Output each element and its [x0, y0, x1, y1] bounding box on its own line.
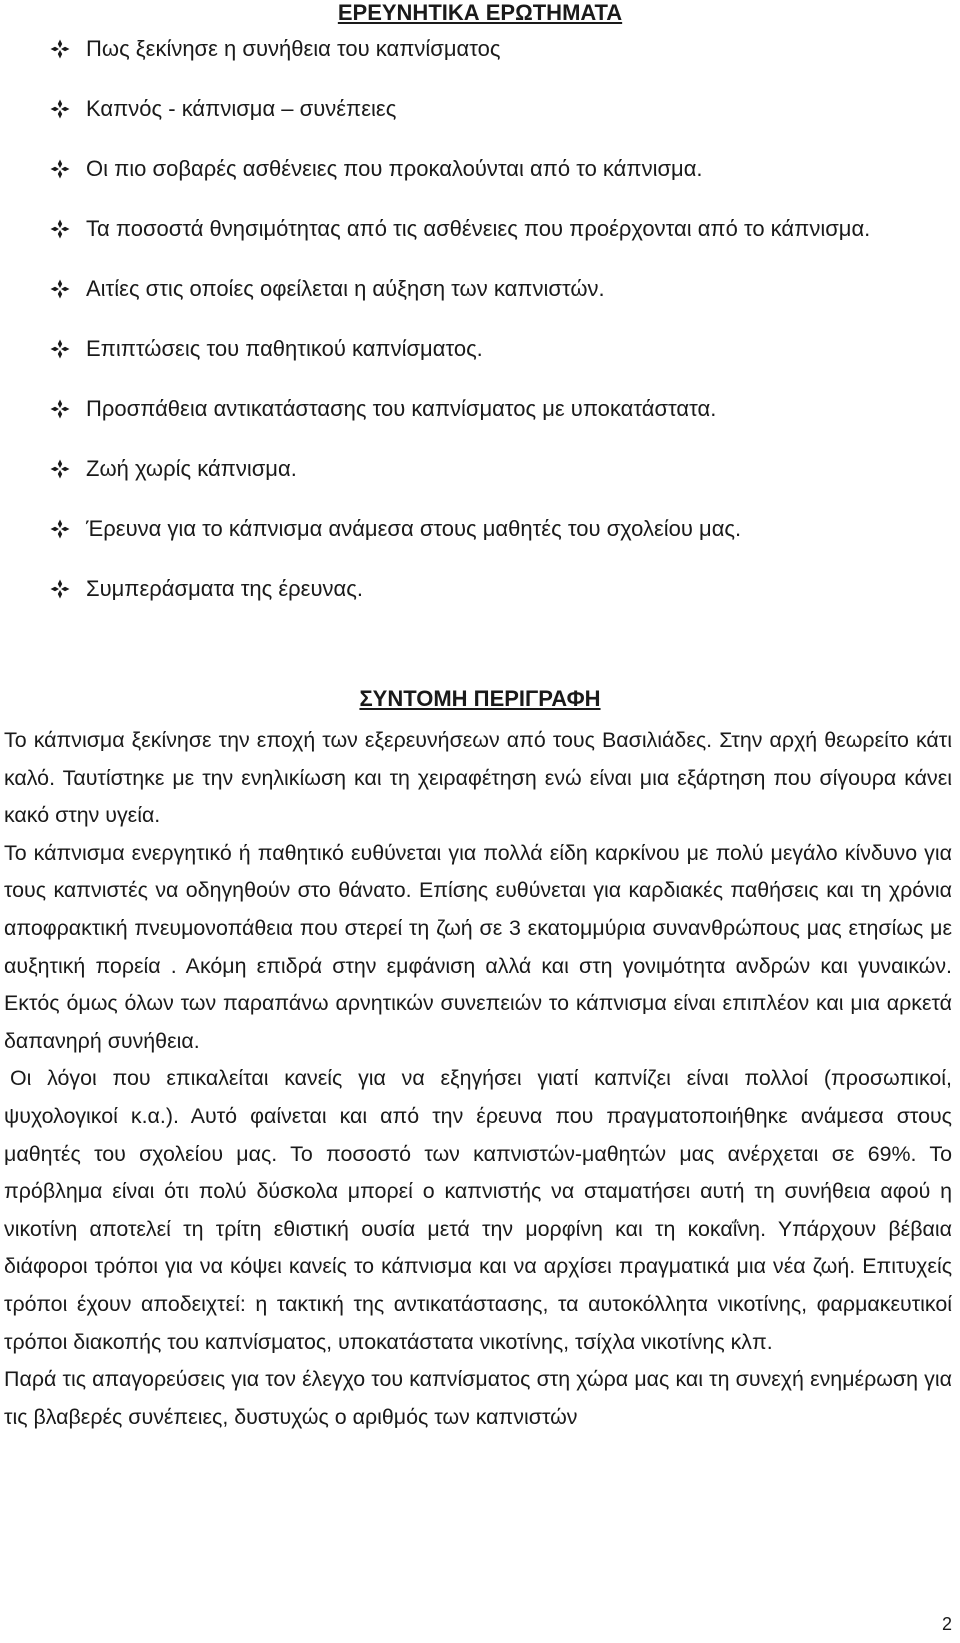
page-number: 2: [941, 1614, 952, 1634]
list-item-text: Ζωή χωρίς κάπνισμα.: [86, 456, 297, 481]
four-petal-diamond-icon: [50, 159, 70, 179]
list-item: [0, 272, 960, 306]
four-petal-diamond-icon: [50, 459, 70, 479]
list-item-text: Συμπεράσματα της έρευνας.: [86, 576, 363, 601]
list-item-text: Αιτίες στις οποίες οφείλεται η αύξηση των καπνιστών.: [86, 276, 605, 301]
short-description-heading: ΣΥΝΤΟΜΗ ΠΕΡΙΓΡΑΦΗ: [359, 686, 601, 711]
paragraph: Οι λόγοι που επικαλείται κανείς για να εξηγήσει γιατί καπνίζει είναι πολλοί (προσωπικοί, ψυχολογικοί κ.α.). Αυτό φαίνεται και από την έρευνα που πραγματοποιήθηκε ανάμεσα στους μαθητές του σχολείου μας. Το ποσοστό των καπνιστών-μαθητών μας ανέρχεται σε 69%. Το πρόβλημα είναι ότι πολύ δύσκολα μπορεί ο καπνιστής να σταματήσει αυτή τη συνήθεια αφού η νικοτίνη αποτελεί τη τρίτη εθιστική ουσία μετά την μορφίνη και τη κοκαΐνη. Υπάρχουν βέβαια διάφοροι τρόποι για να κόψει κανείς το κάπνισμα και να αρχίσει πραγματικά μια νέα ζωή. Επιτυχείς τρόποι έχουν αποδειχτεί: η τακτική της αντικατάστασης, τα αυτοκόλλητα νικοτίνης, φαρμακευτικοί τρόποι διακοπής του καπνίσματος, υποκατάστατα νικοτίνης, τσίχλα νικοτίνης κλπ.: [4, 1066, 952, 1354]
four-petal-diamond-icon: [50, 99, 70, 119]
list-item: [0, 572, 960, 606]
paragraph: Το κάπνισμα ενεργητικό ή παθητικό ευθύνεται για πολλά είδη καρκίνου με πολύ μεγάλο κίνδυνο για τους καπνιστές να οδηγηθούν στο θάνατο. Επίσης ευθύνεται για καρδιακές παθήσεις και τη χρόνια αποφρακτική πνευμονοπάθεια που στερεί τη ζωή σε 3 εκατομμύρια συνανθρώπους μας ετησίως με αυξητική πορεία . Ακόμη επιδρά στην εμφάνιση αλλά και στη γονιμότητα ανδρών και γυναικών. Εκτός όμως όλων των παραπάνω αρνητικών συνεπειών το κάπνισμα είναι επιπλέον και μια αρκετά δαπανηρή συνήθεια.: [4, 840, 952, 1053]
list-item-text: Καπνός - κάπνισμα – συνέπειες: [86, 96, 397, 121]
four-petal-diamond-icon: [50, 279, 70, 299]
four-petal-diamond-icon: [50, 579, 70, 599]
research-questions-list: [0, 32, 960, 606]
four-petal-diamond-icon: [50, 399, 70, 419]
list-item: [0, 212, 960, 246]
paragraph: Το κάπνισμα ξεκίνησε την εποχή των εξερευνήσεων από τους Βασιλιάδες. Στην αρχή θεωρείτο κάτι καλό. Ταυτίστηκε με την ενηλικίωση και τη χειραφέτηση ενώ είναι μια εξάρτηση που σίγουρα κάνει κακό στην υγεία.: [4, 728, 952, 828]
list-item-text: Προσπάθεια αντικατάστασης του καπνίσματος με υποκατάστατα.: [86, 396, 717, 421]
paragraph: Παρά τις απαγορεύσεις για τον έλεγχο του καπνίσματος στη χώρα μας και τη συνεχή ενημέρωση για τις βλαβερές συνέπειες, δυστυχώς ο αριθμός των καπνιστών: [4, 1367, 952, 1429]
list-item-text: Πως ξεκίνησε η συνήθεια του καπνίσματος: [86, 36, 501, 61]
list-item: [0, 152, 960, 186]
four-petal-diamond-icon: [50, 219, 70, 239]
list-item: [0, 512, 960, 546]
four-petal-diamond-icon: [50, 39, 70, 59]
four-petal-diamond-icon: [50, 339, 70, 359]
list-item: [0, 92, 960, 126]
list-item: [0, 452, 960, 486]
four-petal-diamond-icon: [50, 519, 70, 539]
list-item-text: Έρευνα για το κάπνισμα ανάμεσα στους μαθητές του σχολείου μας.: [86, 516, 742, 541]
list-item-text: Οι πιο σοβαρές ασθένειες που προκαλούνται από το κάπνισμα.: [86, 156, 703, 181]
research-questions-heading: ΕΡΕΥΝΗΤΙΚΑ ΕΡΩΤΗΜΑΤΑ: [337, 0, 623, 25]
description-body: [4, 722, 952, 1436]
list-item: [0, 392, 960, 426]
list-item: [0, 332, 960, 366]
list-item: [0, 32, 960, 66]
list-item-text: Τα ποσοστά θνησιμότητας από τις ασθένειες που προέρχονται από το κάπνισμα.: [86, 216, 871, 241]
list-item-text: Επιπτώσεις του παθητικού καπνίσματος.: [86, 336, 483, 361]
